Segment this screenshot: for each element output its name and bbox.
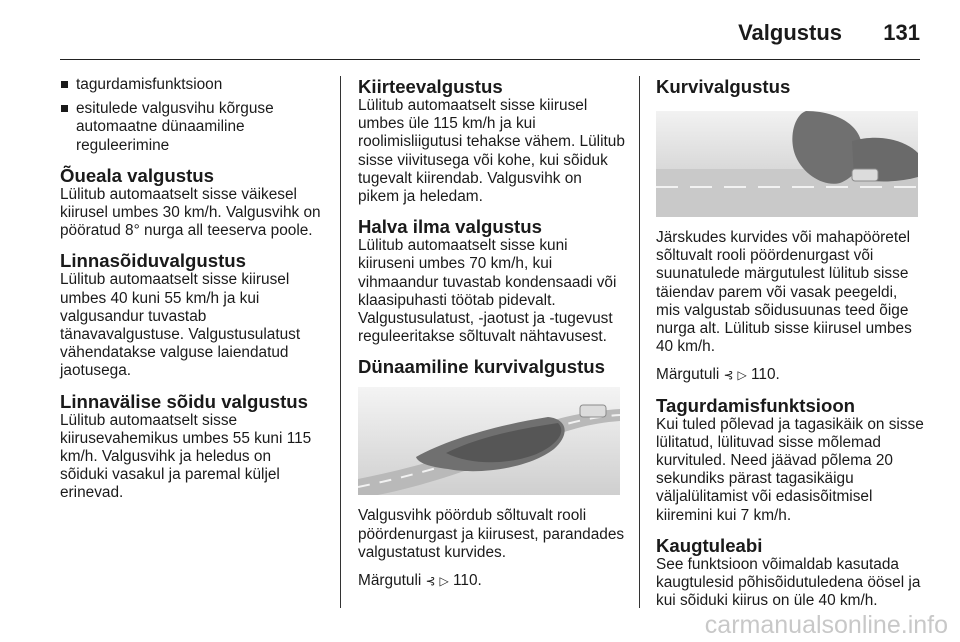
section-body: See funktsioon võimaldab kasutada kaugtulesid põhisõidutuledena öösel ja kui sõiduki kiirus on üle 40 km/h.: [656, 555, 921, 610]
section-body: Lülitub automaatselt sisse kuni kiiruseni umbes 70 km/h, kui vihmaandur tuvastab kondensaadi või klaasipuhasti töötab pidevalt. Valgustusulatust, -jaotust ja -tugevust reguleeritakse sõltuvalt nähtavusest.: [358, 237, 617, 346]
indicator-lamp-icon: ⊰ ▷: [425, 574, 449, 589]
section-title-oueala: Õueala valgustus: [60, 164, 214, 186]
bullet-item: tagurdamisfunktsioon: [60, 76, 322, 94]
section-title-kurvivalgustus: Kurvivalgustus: [656, 76, 791, 97]
reference-label: Märgutuli: [656, 366, 720, 384]
column-3: [656, 76, 924, 610]
reference-label: Märgutuli: [358, 572, 422, 590]
indicator-lamp-icon: ⊰ ▷: [723, 368, 747, 383]
section-title-dunaamiline: Dünaamiline kurvivalgustus: [358, 356, 605, 378]
section-body: Lülitub automaatselt sisse väikesel kiirusel umbes 30 km/h. Valgusvihk on pööratud 8° nurga all teeserva poole.: [60, 185, 321, 240]
column-1: [60, 76, 322, 503]
page-header: [60, 14, 920, 60]
page-title: Valgustus: [738, 20, 842, 45]
section-title-kiirtee: Kiirteevalgustus: [358, 76, 503, 97]
reference-page[interactable]: 110.: [750, 366, 780, 384]
cornering-light-illustration: [656, 111, 918, 217]
section-body: Lülitub automaatselt sisse kiirusel umbes üle 115 km/h ja kui roolimisliigutusi tehakse vähem. Lülitub sisse viivitusega või kohe, kui sõiduk tugevalt kiirendab. Valgusvihk on pikem ja heledam.: [358, 97, 625, 206]
section-title-kaugtuleabi: Kaugtuleabi: [656, 534, 763, 556]
section-title-tagurdamis: Tagurdamisfunktsioon: [656, 394, 856, 416]
section-title-linnavalise: Linnavälise sõidu valgustus: [60, 390, 308, 412]
column-divider: [639, 76, 640, 608]
section-body: Lülitub automaatselt sisse kiirusevahemikus umbes 55 kuni 115 km/h. Valgusvihk ja heledus on sõiduki vasakul ja paremal küljel erinevad.: [60, 411, 312, 502]
reference-line: [358, 572, 626, 590]
page-number: 131: [883, 20, 920, 45]
column-divider: [340, 76, 341, 608]
watermark: carmanualsonline.info: [704, 611, 948, 639]
section-body: Järskudes kurvides või mahapööretel sõltuvalt rooli pöördenurgast või suunatulede märgutulest lülitub sisse täiendav parem või vasak peegeldi, mis valgustab sõidusuunas teed õige nurga alt. Lülitub sisse kiirusel umbes 40 km/h.: [656, 229, 912, 356]
section-title-linnasoidu: Linnasõiduvalgustus: [60, 250, 246, 272]
bullet-item: esitulede valgusvihu kõrguse automaatne dünaamiline reguleerimine: [60, 100, 322, 155]
section-body: Lülitub automaatselt sisse kiirusel umbes 40 kuni 55 km/h ja kui valgusandur tuvastab tänavavalgustuse. Valgustusulatust vähendatakse valguse laiendatud jaotusega.: [60, 271, 301, 380]
dynamic-curve-light-illustration: [358, 387, 620, 495]
reference-page[interactable]: 110.: [452, 572, 482, 590]
reference-line: [656, 366, 924, 384]
section-title-halva-ilma: Halva ilma valgustus: [358, 216, 542, 238]
bullet-list: [60, 76, 322, 155]
column-2: [358, 76, 626, 590]
section-body: Valgusvihk pöördub sõltuvalt rooli pöördenurgast ja kiirusest, parandades valgustatust kurvides.: [358, 507, 625, 561]
section-body: Kui tuled põlevad ja tagasikäik on sisse lülitatud, lülituvad sisse mõlemad kurvituled. Need jäävad põlema 20 sekundiks pärast tagasikäigu väljalülitamist või edasisõitmisel kiiremini kui 7 km/h.: [656, 415, 924, 524]
